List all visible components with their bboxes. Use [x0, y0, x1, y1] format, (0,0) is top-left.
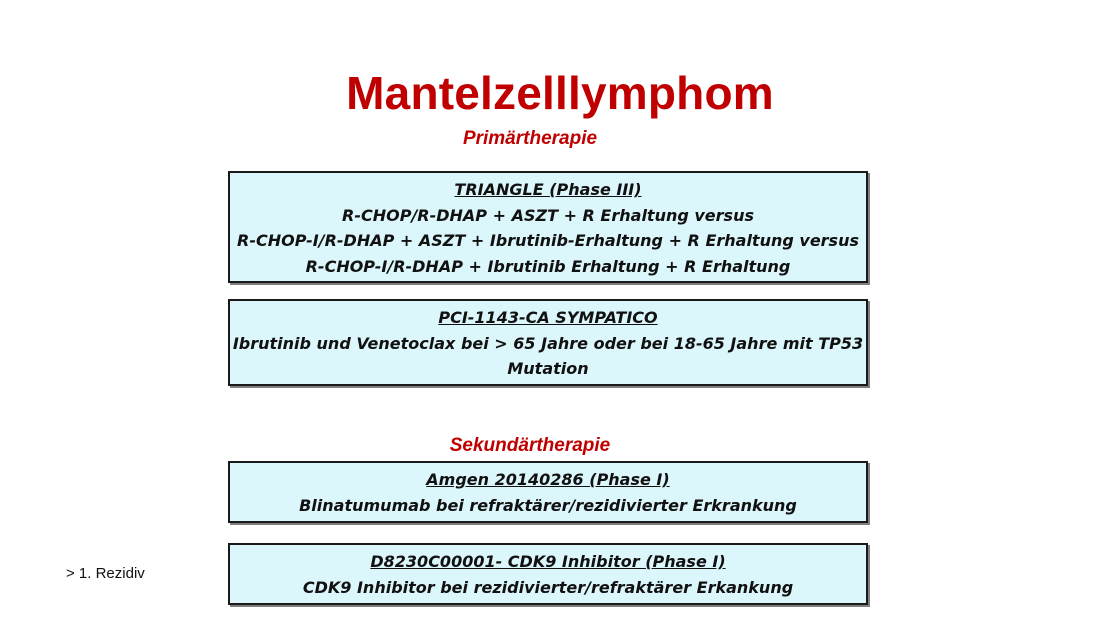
trial-line: Blinatumumab bei refraktärer/rezidivierter Erkrankung	[299, 495, 797, 515]
trial-line: R-CHOP-I/R-DHAP + Ibrutinib Erhaltung + R Erhaltung	[305, 256, 791, 276]
trial-line: R-CHOP/R-DHAP + ASZT + R Erhaltung versus	[342, 205, 754, 225]
trial-line: Mutation	[507, 359, 589, 378]
slide-title: Mantelzelllymphom	[346, 67, 774, 119]
trial-box-triangle	[228, 171, 868, 283]
trial-heading: PCI-1143-CA SYMPATICO	[438, 308, 658, 327]
trial-heading: D8230C00001- CDK9 Inhibitor (Phase I)	[370, 552, 726, 571]
trial-heading: Amgen 20140286 (Phase I)	[426, 470, 670, 489]
trial-line: Ibrutinib und Venetoclax bei > 65 Jahre oder bei 18-65 Jahre mit TP53	[232, 333, 864, 353]
trial-line: R-CHOP-I/R-DHAP + ASZT + Ibrutinib-Erhaltung + R Erhaltung versus	[237, 231, 859, 250]
trial-box-sympatico	[228, 299, 868, 386]
trial-box-cdk9	[228, 543, 868, 605]
trial-line: CDK9 Inhibitor bei rezidivierter/refraktärer Erkankung	[302, 577, 794, 597]
section-label-primary: Primärtherapie	[462, 128, 598, 149]
section-label-secondary: Sekundärtherapie	[449, 435, 611, 456]
trial-box-amgen	[228, 461, 868, 523]
relapse-note: > 1. Rezidiv	[66, 565, 145, 582]
trial-heading: TRIANGLE (Phase III)	[454, 180, 642, 199]
